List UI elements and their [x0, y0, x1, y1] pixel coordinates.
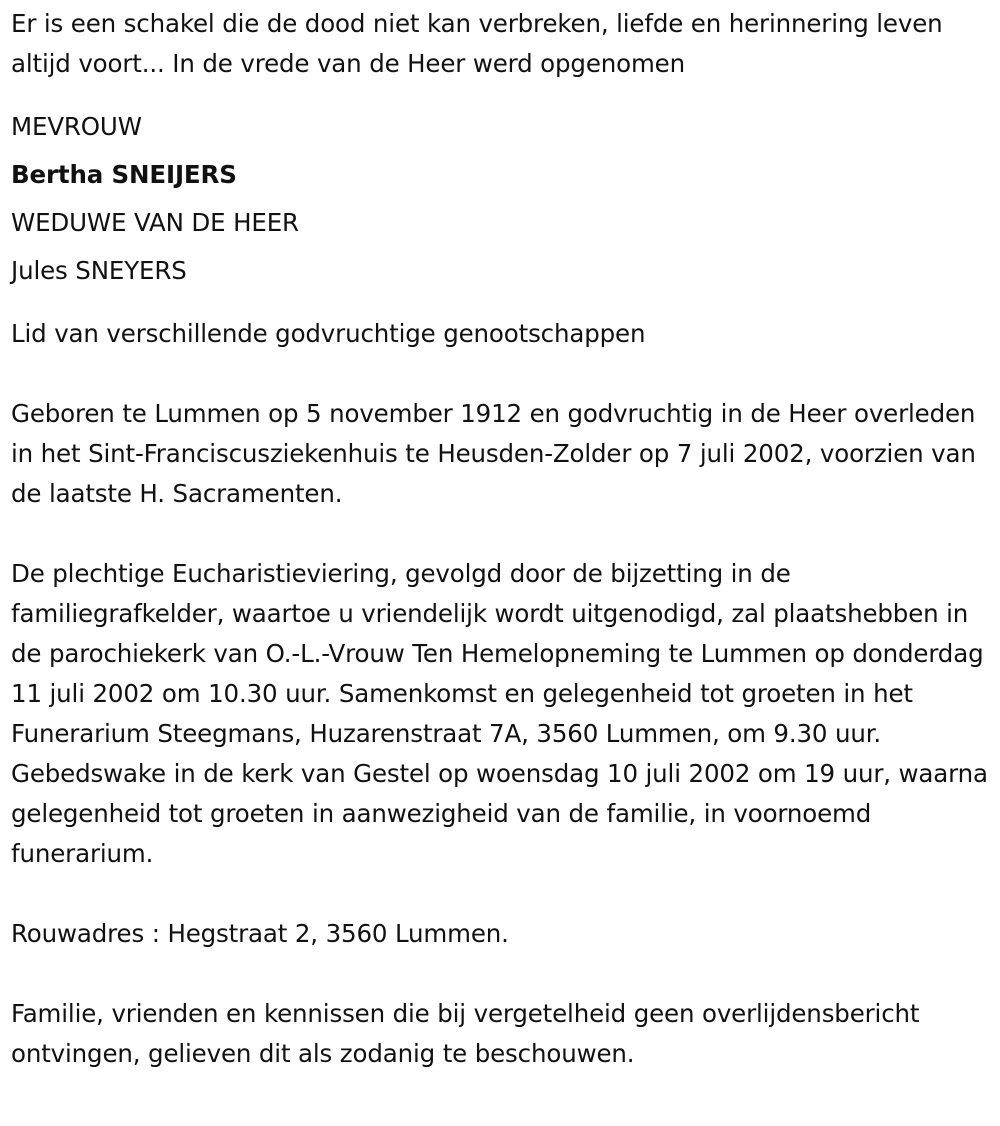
widow-of-label: WEDUWE VAN DE HEER	[11, 208, 299, 237]
mourning-address: Rouwadres : Hegstraat 2, 3560 Lummen.	[11, 919, 509, 948]
ceremony-text: De plechtige Eucharistieviering, gevolgd door de bijzetting in de familiegrafkelder, waartoe u vriendelijk wordt uitgenodigd, zal plaatshebben in de parochiekerk van O.-L.-Vrouw Ten Hemelopneming te Lummen op donderdag 11 juli 2002 om 10.30 uur. Samenkomst en gelegenheid tot groeten in het Funerarium Steegmans, Huzarenstraat 7A, 3560 Lummen, om 9.30 uur. Gebedswake in de kerk van Gestel op woensdag 10 juli 2002 om 19 uur, waarna gelegenheid tot groeten in aanwezigheid van de familie, in voornoemd funerarium.	[11, 559, 988, 868]
paragraph-gap	[11, 354, 992, 394]
paragraph-gap	[11, 514, 992, 554]
paragraph-gap	[11, 874, 992, 914]
salutation: MEVROUW	[11, 112, 142, 141]
closing-note: Familie, vrienden en kennissen die bij vergetelheid geen overlijdensbericht ontvingen, gelieven dit als zodanig te beschouwen.	[11, 999, 920, 1068]
intro-text: Er is een schakel die de dood niet kan verbreken, liefde en herinnering leven altijd voort... In de vrede van de Heer werd opgenomen	[11, 9, 943, 78]
name-block	[11, 103, 992, 295]
paragraph-gap	[11, 954, 992, 994]
spouse-name: Jules SNEYERS	[11, 256, 187, 285]
deceased-name: Bertha SNEIJERS	[11, 160, 237, 189]
membership-text: Lid van verschillende godvruchtige genootschappen	[11, 319, 646, 348]
birth-death-text: Geboren te Lummen op 5 november 1912 en godvruchtig in de Heer overleden in het Sint-Franciscusziekenhuis te Heusden-Zolder op 7 juli 2002, voorzien van de laatste H. Sacramenten.	[11, 399, 976, 508]
